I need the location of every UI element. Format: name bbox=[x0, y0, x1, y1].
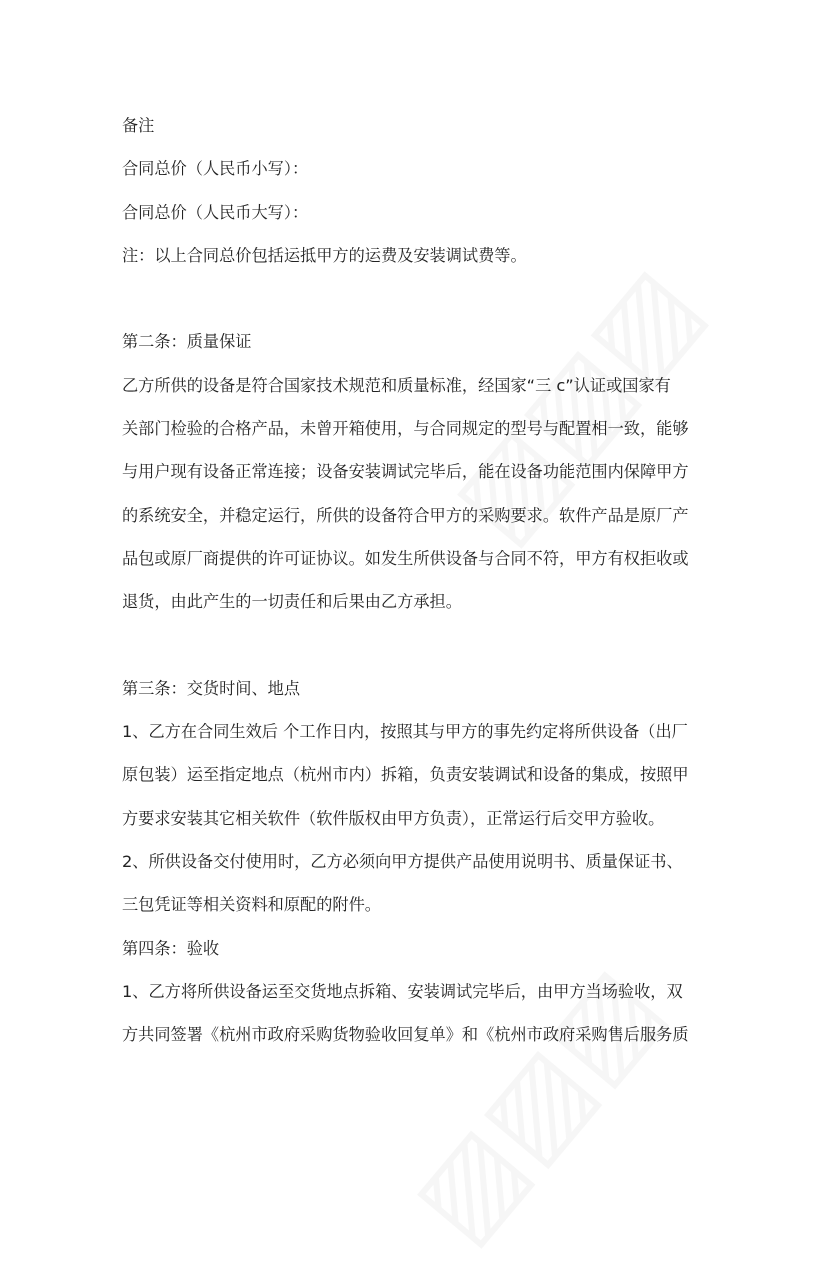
article4-heading: 第四条：验收 bbox=[122, 938, 220, 958]
document-page bbox=[122, 104, 722, 1057]
price-note: 注：以上合同总价包括运抵甲方的运费及安装调试费等。 bbox=[122, 245, 527, 265]
remarks-label: 备注 bbox=[122, 116, 155, 135]
article3-line: 2、所供设备交付使用时，乙方必须向甲方提供产品使用说明书、质量保证书、 bbox=[122, 852, 683, 872]
article2-line: 品包或原厂商提供的许可证协议。如发生所供设备与合同不符，甲方有权拒收或 bbox=[122, 548, 689, 568]
article2-line: 与用户现有设备正常连接；设备安装调试完毕后，能在设备功能范围内保障甲方 bbox=[122, 462, 689, 482]
article2-line: 的系统安全，并稳定运行，所供的设备符合甲方的采购要求。软件产品是原厂产 bbox=[122, 505, 689, 525]
article3-line: 1、乙方在合同生效后 个工作日内，按照其与甲方的事先约定将所供设备（出厂 bbox=[122, 722, 688, 742]
article2-line: 关部门检验的合格产品，未曾开箱使用，与合同规定的型号与配置相一致，能够 bbox=[122, 419, 689, 439]
article3-heading: 第三条：交货时间、地点 bbox=[122, 678, 301, 698]
article4-line: 1、乙方将所供设备运至交货地点拆箱、安装调试完毕后，由甲方当场验收，双 bbox=[122, 981, 683, 1001]
article3-line: 原包装）运至指定地点（杭州市内）拆箱，负责安装调试和设备的集成，按照甲 bbox=[122, 765, 689, 785]
article4-line: 方共同签署《杭州市政府采购货物验收回复单》和《杭州市政府采购售后服务质 bbox=[122, 1025, 689, 1045]
article3-line: 三包凭证等相关资料和原配的附件。 bbox=[122, 895, 381, 915]
price-lower-label: 合同总价（人民币小写）： bbox=[122, 159, 309, 179]
price-upper-label: 合同总价（人民币大写）： bbox=[122, 202, 309, 222]
article2-heading: 第二条：质量保证 bbox=[122, 332, 252, 352]
article3-line: 方要求安装其它相关软件（软件版权由甲方负责），正常运行后交甲方验收。 bbox=[122, 808, 665, 828]
article2-line: 乙方所供的设备是符合国家技术规范和质量标准，经国家“三 c”认证或国家有 bbox=[122, 375, 671, 395]
article2-line: 退货，由此产生的一切责任和后果由乙方承担。 bbox=[122, 592, 462, 612]
